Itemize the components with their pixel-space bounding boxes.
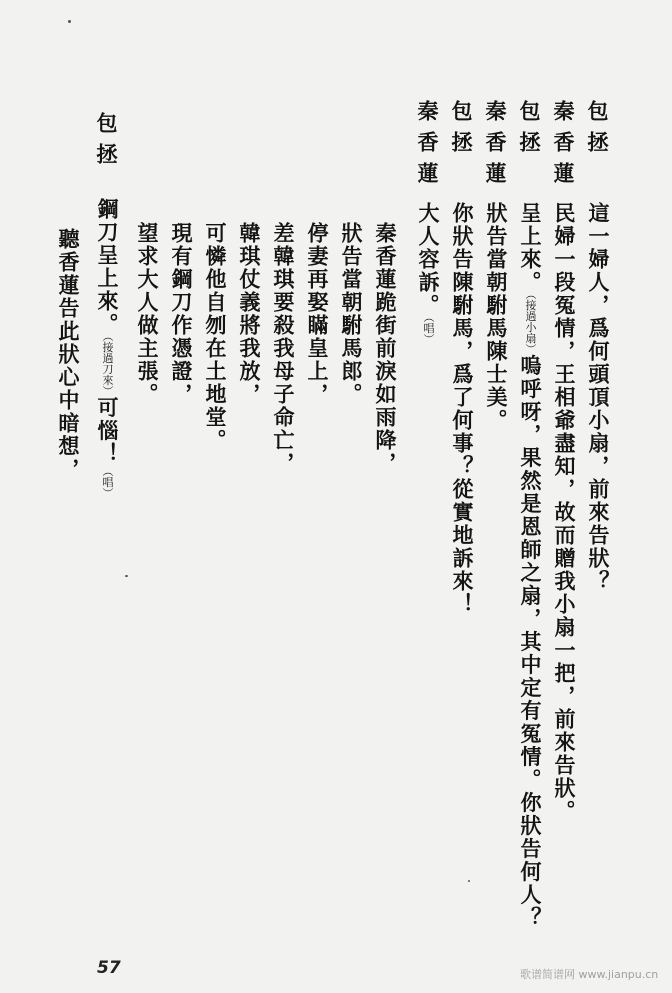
speaker-label: 包拯	[585, 100, 610, 162]
dialogue-text: 可惱！	[95, 396, 120, 466]
dialogue-text: 嗚呼呀，果然是恩師之扇，其中定有冤情。你狀告何人？	[518, 354, 543, 930]
verse-line: 現有鋼刀作憑證，	[169, 222, 194, 406]
scan-speck	[468, 880, 470, 882]
speaker-label: 秦香蓮	[551, 100, 576, 193]
scan-speck	[125, 575, 128, 577]
speaker-label: 包拯	[517, 100, 542, 162]
stage-direction: （接過小扇）	[524, 294, 537, 355]
verse-line: 秦香蓮跪街前淚如雨降，	[373, 222, 398, 475]
verse-line: 韓琪仗義將我放，	[237, 222, 262, 406]
verse-line: 差韓琪要殺我母子命亡，	[271, 222, 296, 475]
speaker-label: 包拯	[449, 100, 474, 162]
scan-speck	[68, 20, 71, 23]
speaker-label: 包拯	[94, 112, 119, 174]
verse-line: 停妻再娶瞞皇上，	[305, 222, 330, 406]
dialogue-line	[418, 202, 439, 345]
stage-direction: （唱）	[101, 465, 114, 499]
dialogue-line: 這一婦人，爲何頭頂小扇，前來告狀？	[586, 202, 611, 593]
verse-line: 聽香蓮告此狀心中暗想，	[56, 228, 81, 481]
dialogue-line	[97, 198, 118, 499]
stage-direction: （接過刀來）	[101, 336, 114, 397]
dialogue-line: 你狀告陳駙馬，爲了何事？從實地訴來！	[450, 202, 475, 616]
dialogue-text: 鋼刀呈上來。	[95, 198, 120, 336]
verse-line: 可憐他自刎在土地堂。	[203, 222, 228, 452]
verse-line: 狀告當朝駙馬郎。	[339, 222, 364, 406]
dialogue-text: 呈上來。	[518, 202, 543, 294]
dialogue-text: 大人容訴。	[416, 202, 441, 317]
page-number: 57	[97, 958, 121, 978]
watermark: 歌谱简谱网 www.jianpu.cn	[520, 968, 659, 981]
speaker-label: 秦香蓮	[483, 100, 508, 193]
dialogue-line	[520, 202, 541, 930]
dialogue-line: 狀告當朝駙馬陳士美。	[484, 202, 509, 432]
verse-line: 望求大人做主張。	[135, 222, 160, 406]
speaker-label: 秦香蓮	[415, 100, 440, 193]
stage-direction: （唱）	[422, 317, 435, 345]
dialogue-line: 民婦一段冤情，王相爺盡知，故而贈我小扇一把，前來告狀。	[552, 202, 577, 823]
